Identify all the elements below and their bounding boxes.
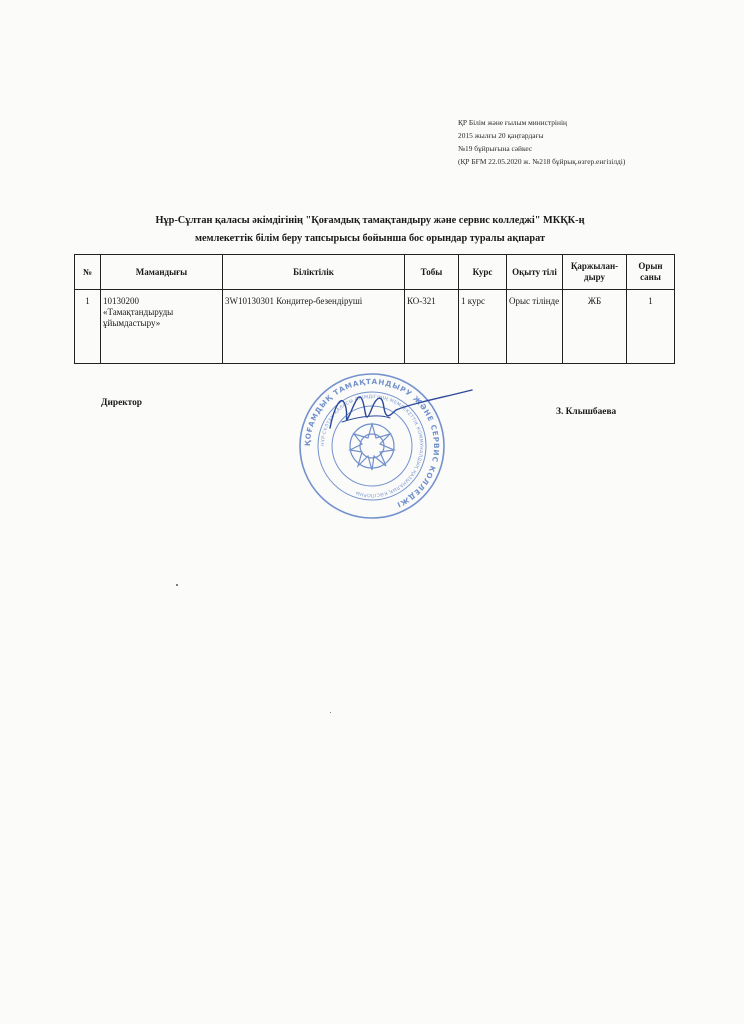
vacancy-table bbox=[74, 254, 675, 364]
header-number: № bbox=[75, 255, 101, 290]
registration-note-line: (ҚР БҒМ 22.05.2020 ж. №218 бұйрық.өзгер.енгізілді) bbox=[458, 157, 626, 166]
scan-speck bbox=[330, 712, 331, 713]
stamp-outer-text: ҚОҒАМДЫҚ ТАМАҚТАНДЫРУ ЖӘНЕ СЕРВИС КОЛЛЕДЖІ bbox=[302, 376, 442, 510]
header-qualification: Біліктілік bbox=[223, 255, 405, 290]
table-header-row bbox=[75, 255, 675, 290]
cell-seats: 1 bbox=[627, 290, 675, 364]
cell-group: КО-321 bbox=[405, 290, 459, 364]
header-funding: Қаржылан-дыру bbox=[563, 255, 627, 290]
cell-language: Орыс тілінде bbox=[507, 290, 563, 364]
registration-note-line: 2015 жылғы 20 қаңтардағы bbox=[458, 131, 544, 140]
signatory-name: З. Клышбаева bbox=[556, 407, 617, 417]
registration-note-line: ҚР Білім және ғылым министрінің bbox=[458, 118, 567, 127]
table-row bbox=[75, 290, 675, 364]
cell-number: 1 bbox=[75, 290, 101, 364]
specialty-code: 10130200 bbox=[103, 296, 139, 306]
scan-speck bbox=[176, 584, 178, 586]
cell-course: 1 курс bbox=[459, 290, 507, 364]
specialty-name: «Тамақтандыруды ұйымдастыру» bbox=[103, 307, 174, 328]
cell-funding: ЖБ bbox=[563, 290, 627, 364]
title-line-2: мемлекеттік білім беру тапсырысы бойынша бос орындар туралы ақпарат bbox=[194, 233, 546, 244]
header-group: Тобы bbox=[405, 255, 459, 290]
title-line-1: Нұр-Сұлтан қаласы әкімдігінің "Қоғамдық тамақтандыру және сервис колледжі" МКҚК-ң bbox=[155, 215, 585, 226]
header-seats: Орын саны bbox=[627, 255, 675, 290]
cell-specialty bbox=[101, 290, 223, 364]
header-specialty: Мамандығы bbox=[101, 255, 223, 290]
header-course: Курс bbox=[459, 255, 507, 290]
cell-qualification: 3W10130301 Кондитер-безендіруші bbox=[223, 290, 405, 364]
registration-note-line: №19 бұйрығына сәйкес bbox=[458, 144, 533, 153]
registration-note bbox=[458, 116, 625, 168]
header-language: Оқыту тілі bbox=[507, 255, 563, 290]
stamp-inner-text: НҰР-СҰЛТАН ҚАЛАСЫ ӘКІМДІГІНІҢ МЕМЛЕКЕТТІК КОММУНАЛДЫҚ ҚАЗЫНАЛЫҚ КӘСІПОРНЫ bbox=[320, 394, 424, 498]
document-title bbox=[60, 212, 680, 248]
handwritten-signature bbox=[320, 378, 480, 438]
signatory-position: Директор bbox=[101, 398, 143, 408]
